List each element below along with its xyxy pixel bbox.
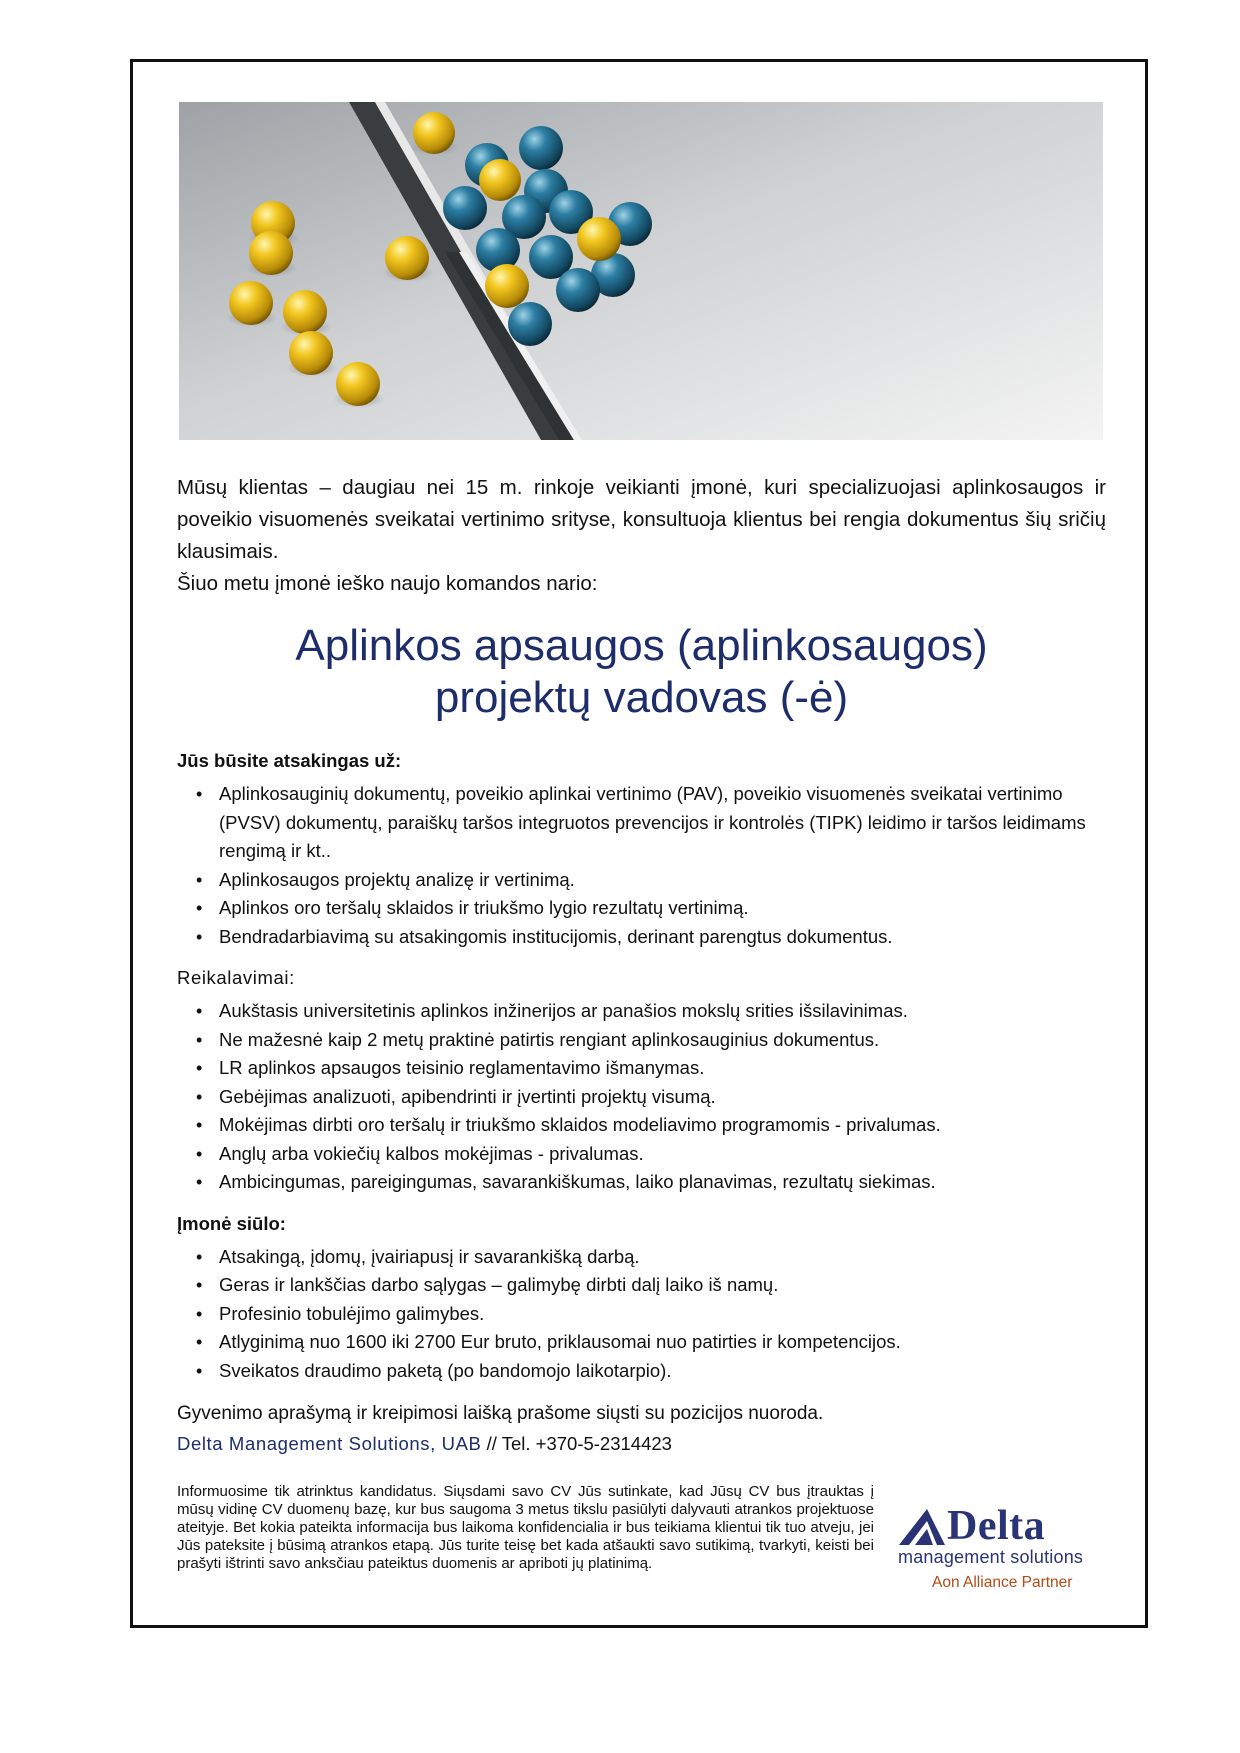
requirements-heading: Reikalavimai: [177,967,295,988]
delta-triangle-icon [897,1507,947,1547]
responsibilities-list [177,780,1106,951]
offer-heading: Įmonė siūlo: [177,1212,286,1234]
hero-image-spheres [179,102,1103,440]
company-name: Delta Management Solutions, UAB [177,1433,482,1454]
job-title-line-2: projektų vadovas (-ė) [434,673,849,722]
logo-subtitle: management solutions [898,1547,1084,1567]
list-item: • Ne mažesnė kaip 2 metų praktinė patirtis rengiant aplinkosauginius dokumentus. [219,1026,1106,1055]
list-item: • Aplinkosaugos projektų analizę ir vertinimą. [219,866,1106,895]
offer-list [177,1243,1106,1386]
responsibilities-heading: Jūs būsite atsakingas už: [177,750,402,771]
contact-line [177,1429,1106,1459]
list-item: • Sveikatos draudimo paketą (po bandomojo laikotarpio). [219,1357,1106,1386]
list-item: • Atsakingą, įdomų, įvairiapusį ir savarankišką darbą. [219,1243,1106,1272]
list-item: • Anglų arba vokiečių kalbos mokėjimas - privalumas. [219,1140,1106,1169]
list-item: • Ambicingumas, pareigingumas, savarankiškumas, laiko planavimas, rezultatų siekimas. [219,1168,1106,1197]
list-item: • Aplinkos oro teršalų sklaidos ir triukšmo lygio rezultatų vertinimą. [219,894,1106,923]
privacy-disclaimer: Informuosime tik atrinktus kandidatus. Siųsdami savo CV Jūs sutinkate, kad Jūsų CV bus įtrauktas į mūsų vidinę CV duomenų bazę, kur bus saugoma 3 metus tikslu pasiūlyti dalyvauti atrankos projektuose ateityje. Bet kokia pateikta informacija bus laikoma konfidencialia ir bus teikiama klientui tik tuo atveju, jei Jūs pateksite į būsimą atrankos etapą. Jūs turite teisę bet kada atšaukti savo sutikimą, tvarkyti, keisti bei prašyti ištrinti savo anksčiau pateiktus duomenis ar apriboti jų platinimą. [177,1483,874,1572]
list-item: • Bendradarbiavimą su atsakingomis institucijomis, derinant parengtus dokumentus. [219,923,1106,952]
list-item: • Profesinio tobulėjimo galimybes. [219,1300,1106,1329]
contact-separator: // [481,1433,502,1454]
list-item: • Gebėjimas analizuoti, apibendrinti ir įvertinti projektų visumą. [219,1083,1106,1112]
company-intro: Mūsų klientas – daugiau nei 15 m. rinkoje veikianti įmonė, kuri specializuojasi aplinkosaugos ir poveikio visuomenės sveikatai vertinimo srityse, konsultuoja klientus bei rengia dokumentus šių sričių klausimais. [177,476,1106,563]
list-item: • Mokėjimas dirbti oro teršalų ir triukšmo sklaidos modeliavimo programomis - privalumas. [219,1111,1106,1140]
job-title-line-1: Aplinkos apsaugos (aplinkosaugos) [295,621,988,670]
logo-wordmark: Delta [947,1503,1046,1549]
list-item: • Aplinkosauginių dokumentų, poveikio aplinkai vertinimo (PAV), poveikio visuomenės sveikatai vertinimo (PVSV) dokumentų, paraiškų taršos integruotos prevencijos ir kontrolės (TIPK) leidimo ir taršos leidimams rengimą ir kt.. [219,780,1106,866]
job-title [177,620,1106,724]
seeking-text: Šiuo metu įmonė ieško naujo komandos nario: [177,572,598,595]
list-item: • Atlyginimą nuo 1600 iki 2700 Eur bruto, priklausomai nuo patirties ir kompetencijos. [219,1328,1106,1357]
phone-number: Tel. +370-5-2314423 [501,1433,672,1454]
logo-partner-text: Aon Alliance Partner [932,1574,1073,1591]
list-item: • Geras ir lankščias darbo sąlygas – galimybę dirbti dalį laiko iš namų. [219,1271,1106,1300]
job-ad-content [177,472,1106,1459]
list-item: • Aukštasis universitetinis aplinkos inžinerijos ar panašios mokslų srities išsilavinimas. [219,997,1106,1026]
application-instructions: Gyvenimo aprašymą ir kreipimosi laišką prašome siųsti su pozicijos nuoroda. [177,1403,824,1424]
requirements-list [177,997,1106,1197]
list-item: • LR aplinkos apsaugos teisinio reglamentavimo išmanymas. [219,1054,1106,1083]
delta-logo [897,1503,1115,1593]
